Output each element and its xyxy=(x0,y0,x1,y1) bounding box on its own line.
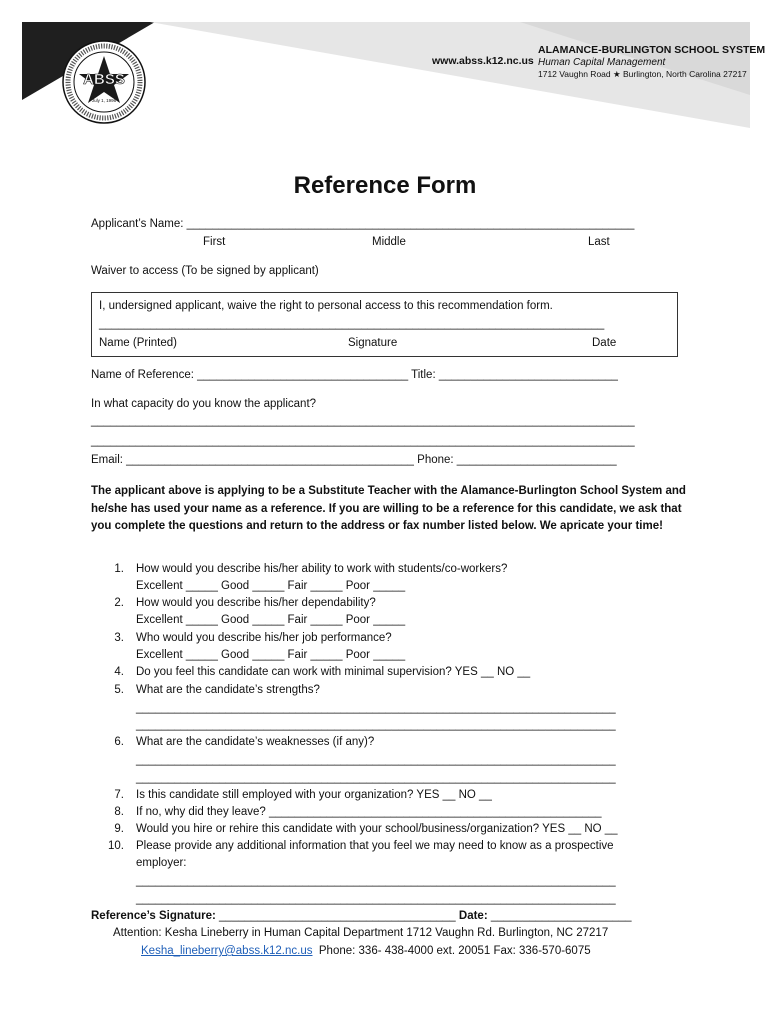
waiver-statement: I, undersigned applicant, waive the right to personal access to this recommendation form. xyxy=(99,300,553,312)
org-address: 1712 Vaughn Road ★ Burlington, North Carolina 27217 xyxy=(538,69,747,79)
question-text-continued: employer: xyxy=(136,857,187,869)
answer-line[interactable]: ___________________________________________________________________________ xyxy=(136,754,616,766)
capacity-question: In what capacity do you know the applicant? xyxy=(91,398,317,410)
answer-line[interactable]: ___________________________________________________________________________ xyxy=(136,875,616,887)
website-url[interactable]: www.abss.k12.nc.us xyxy=(432,55,534,67)
answer-line[interactable]: ___________________________________________________________________________ xyxy=(136,893,616,905)
question-text: How would you describe his/her dependability? xyxy=(136,597,376,609)
question-text[interactable]: If no, why did they leave? ____________________________________________________ xyxy=(136,806,602,818)
question-number: 8. xyxy=(114,806,124,818)
logo-text: ABSS xyxy=(83,71,125,88)
waiver-date-label: Date xyxy=(592,337,617,349)
question-number: 1. xyxy=(114,563,124,575)
page-title: Reference Form xyxy=(293,172,477,199)
answer-line[interactable]: ___________________________________________________________________________ xyxy=(136,772,616,784)
instructions-paragraph: The applicant above is applying to be a Substitute Teacher with the Alamance-Burlington School System and he/she has used your name as a reference. If you are willing to be a reference for this candidate, we ask that you complete the questions and return to the address or fax number listed below. We apricate your time! xyxy=(91,485,686,532)
reference-signature-label: Reference’s Signature: xyxy=(91,910,216,922)
question-number: 9. xyxy=(114,823,124,835)
signature-date-label: Date: xyxy=(458,910,488,922)
name-printed-label: Name (Printed) xyxy=(99,337,177,349)
question-number: 4. xyxy=(114,666,124,678)
question-text: How would you describe his/her ability to work with students/co-workers? xyxy=(136,563,508,575)
contact-row xyxy=(141,945,591,957)
question-text[interactable]: Do you feel this candidate can work with minimal supervision? YES __ NO __ xyxy=(136,666,531,678)
capacity-answer-line-1[interactable]: _____________________________________________________________________________________ xyxy=(91,415,635,427)
question-text: What are the candidate’s weaknesses (if any)? xyxy=(136,736,375,748)
answer-line[interactable]: ___________________________________________________________________________ xyxy=(136,702,616,714)
question-number: 3. xyxy=(114,632,124,644)
reference-signature-row xyxy=(91,910,632,922)
reference-signature-line[interactable]: _____________________________________ xyxy=(215,910,459,922)
last-label: Last xyxy=(588,236,610,248)
question-text[interactable]: Would you hire or rehire this candidate with your school/business/organization? YES __ NO __ xyxy=(136,823,618,835)
abss-seal-logo xyxy=(62,40,146,124)
waiver-heading: Waiver to access (To be signed by applicant) xyxy=(91,265,319,277)
logo-date: July 1, 1996 xyxy=(91,98,117,103)
applicant-name-field[interactable]: Applicant’s Name: ______________________________________________________________________ xyxy=(91,218,635,230)
phone-fax: Phone: 336- 438-4000 ext. 20051 Fax: 336-570-6075 xyxy=(318,945,591,957)
middle-label: Middle xyxy=(372,236,406,248)
rating-line[interactable]: Excellent _____ Good _____ Fair _____ Poor _____ xyxy=(136,580,406,592)
question-number: 7. xyxy=(114,789,124,801)
attention-line: Attention: Kesha Lineberry in Human Capital Department 1712 Vaughn Rd. Burlington, NC 27217 xyxy=(113,927,609,939)
answer-line[interactable]: ___________________________________________________________________________ xyxy=(136,719,616,731)
first-label: First xyxy=(203,236,226,248)
contact-email-link[interactable]: Kesha_lineberry@abss.k12.nc.us xyxy=(141,945,313,957)
email-phone-field[interactable]: Email: _____________________________________________ Phone: _________________________ xyxy=(91,454,617,466)
reference-name-title-field[interactable]: Name of Reference: _________________________________ Title: ____________________________ xyxy=(91,369,618,381)
waiver-sign-line[interactable]: _______________________________________________________________________________ xyxy=(99,318,605,330)
capacity-answer-line-2[interactable]: _____________________________________________________________________________________ xyxy=(91,435,635,447)
signature-label: Signature xyxy=(348,337,398,349)
question-number: 10. xyxy=(108,840,124,852)
rating-line[interactable]: Excellent _____ Good _____ Fair _____ Poor _____ xyxy=(136,614,406,626)
question-number: 5. xyxy=(114,684,124,696)
question-text: What are the candidate’s strengths? xyxy=(136,684,320,696)
department-name: Human Capital Management xyxy=(538,57,666,68)
question-number: 6. xyxy=(114,736,124,748)
rating-line[interactable]: Excellent _____ Good _____ Fair _____ Poor _____ xyxy=(136,649,406,661)
question-text: Who would you describe his/her job performance? xyxy=(136,632,392,644)
question-text[interactable]: Is this candidate still employed with your organization? YES __ NO __ xyxy=(136,789,492,801)
question-number: 2. xyxy=(114,597,124,609)
question-text: Please provide any additional information that you feel we may need to know as a prospective xyxy=(136,840,614,852)
org-name: ALAMANCE-BURLINGTON SCHOOL SYSTEM xyxy=(538,44,766,56)
signature-date-line[interactable]: ______________________ xyxy=(487,910,632,922)
